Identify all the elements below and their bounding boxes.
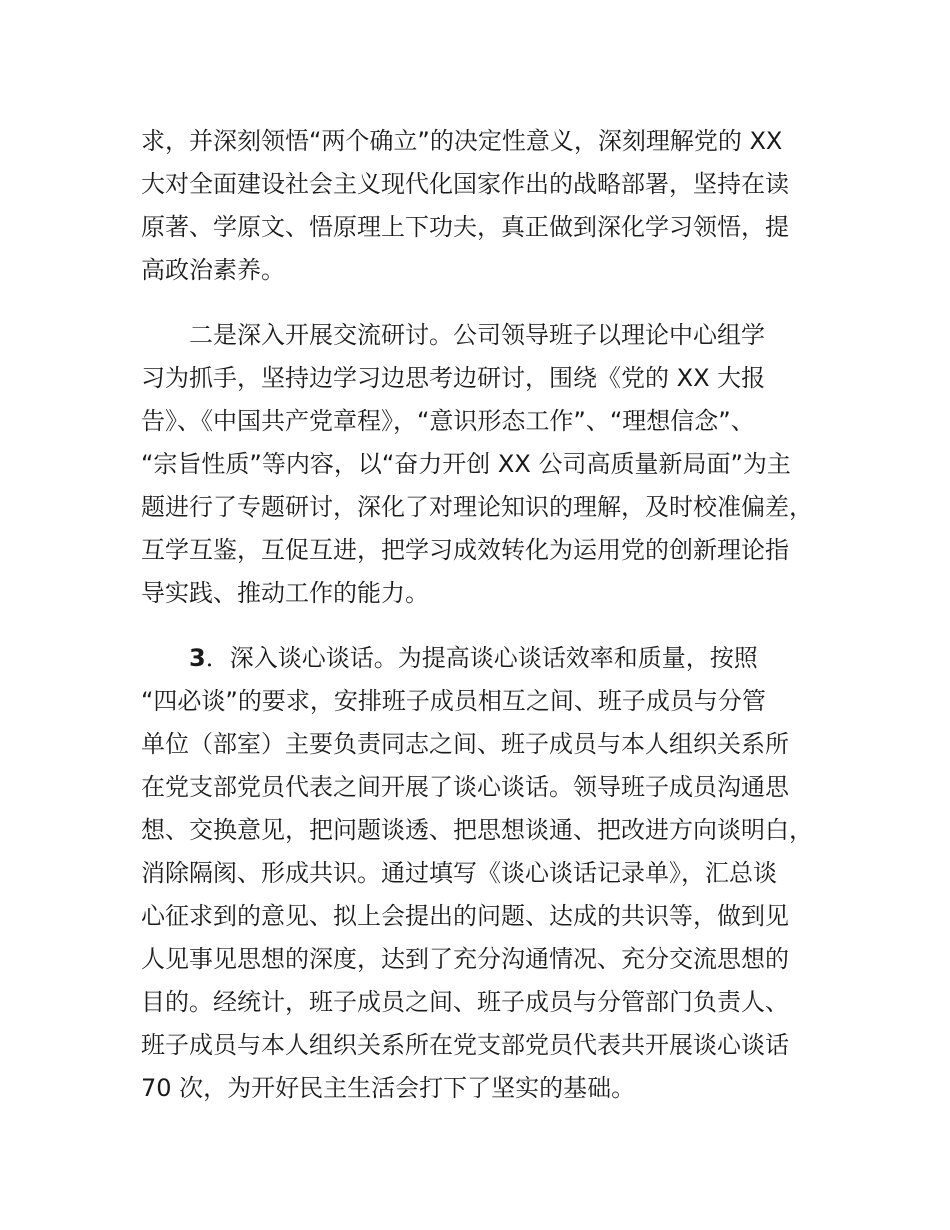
text-line: 高政治素养。 bbox=[141, 256, 285, 284]
text-line: 求，并深刻领悟“两个确立”的决定性意义，深刻理解党的 XX bbox=[141, 127, 783, 155]
paragraph-study-continuation bbox=[141, 120, 841, 292]
text-line: 大对全面建设社会主义现代化国家作出的战略部署，坚持在读 bbox=[141, 170, 789, 198]
text-line: 题进行了专题研讨，深化了对理论知识的理解，及时校准偏差， bbox=[141, 493, 813, 521]
text-line: 班子成员与本人组织关系所在党支部党员代表共开展谈心谈话 bbox=[141, 1031, 789, 1059]
text-line: 单位（部室）主要负责同志之间、班子成员与本人组织关系所 bbox=[141, 730, 789, 758]
text-line: 目的。经统计，班子成员之间、班子成员与分管部门负责人、 bbox=[141, 988, 789, 1016]
text-line: 导实践、推动工作的能力。 bbox=[141, 579, 429, 607]
text-line: 告》、《中国共产党章程》，“意识形态工作”、“理想信念”、 bbox=[141, 407, 755, 435]
text-line: 70 次，为开好民主生活会打下了坚实的基础。 bbox=[141, 1074, 636, 1102]
text-line: 互学互鉴，互促互进，把学习成效转化为运用党的创新理论指 bbox=[141, 536, 789, 564]
text-line: 二是深入开展交流研讨。公司领导班子以理论中心组学 bbox=[189, 321, 765, 349]
text-line: “四必谈”的要求，安排班子成员相互之间、班子成员与分管 bbox=[141, 687, 766, 715]
text-line: 心征求到的意见、拟上会提出的问题、达成的共识等，做到见 bbox=[141, 902, 789, 930]
heading-text: ．深入谈心谈话。为提高谈心谈话效率和质量，按照 bbox=[205, 644, 758, 672]
document-body bbox=[141, 120, 841, 1110]
paragraph-heart-to-heart-talks bbox=[141, 637, 841, 1110]
text-line: 在党支部党员代表之间开展了谈心谈话。领导班子成员沟通思 bbox=[141, 773, 789, 801]
text-line: 人见事见思想的深度，达到了充分沟通情况、充分交流思想的 bbox=[141, 945, 789, 973]
numbered-heading-line bbox=[141, 637, 841, 680]
paragraph-exchange-discussion bbox=[141, 314, 841, 615]
text-line: “宗旨性质”等内容，以“奋力开创 XX 公司高质量新局面”为主 bbox=[141, 450, 791, 478]
section-number: 3 bbox=[189, 644, 206, 672]
text-line: 消除隔阂、形成共识。通过填写《谈心谈话记录单》，汇总谈 bbox=[141, 859, 777, 887]
text-line: 原著、学原文、悟原理上下功夫，真正做到深化学习领悟，提 bbox=[141, 213, 789, 241]
text-line: 习为抓手，坚持边学习边思考边研讨，围绕《党的 XX 大报 bbox=[141, 364, 766, 392]
text-line: 想、交换意见，把问题谈透、把思想谈通、把改进方向谈明白， bbox=[141, 816, 813, 844]
